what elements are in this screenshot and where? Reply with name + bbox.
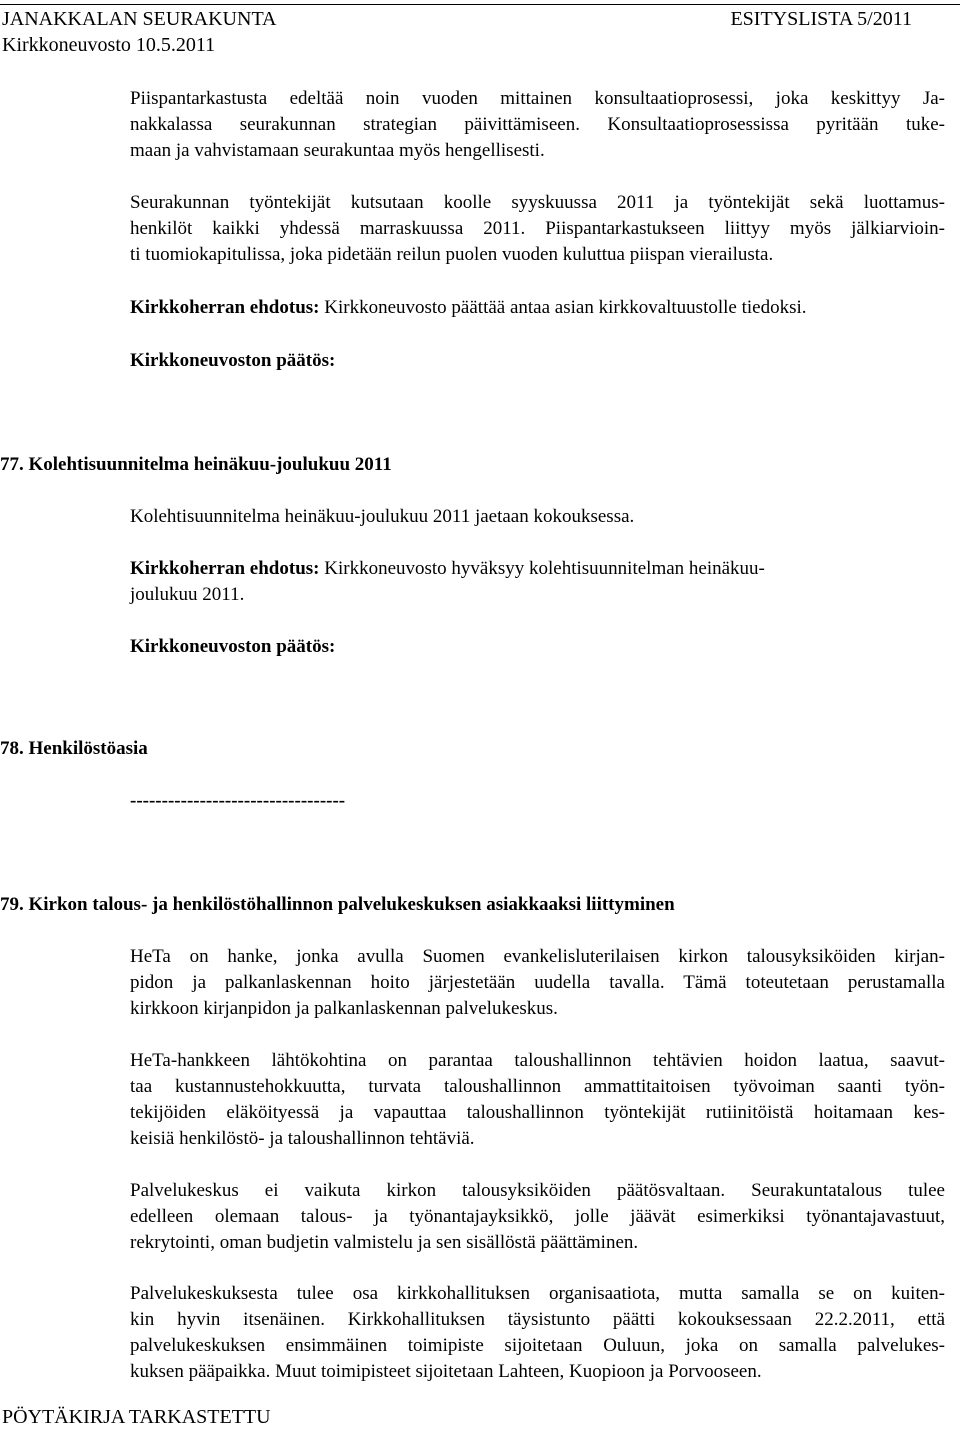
header-document-id: ESITYSLISTA 5/2011 [730,8,912,30]
item79-paragraph-1 [130,944,945,1022]
item77-decision-label: Kirkkoneuvoston päätös: [130,636,336,657]
text-line: nakkalassa seurakunnan strategian päivittämiseen. Konsultaatioprosessissa pyritään tuke- [130,114,945,135]
item79-paragraph-4 [130,1281,945,1385]
text-line: maan ja vahvistamaan seurakuntaa myös hengellisesti. [130,140,545,161]
proposal-text: Kirkkoneuvosto hyväksyy kolehtisuunnitelman heinäkuu- [319,558,765,579]
proposal-label: Kirkkoherran ehdotus: [130,558,320,579]
item79-paragraph-2 [130,1048,945,1152]
text-line: Palvelukeskuksesta tulee osa kirkkohallituksen organisaatiota, mutta samalla se on kuiten- [130,1283,945,1304]
text-line: ti tuomiokapitulissa, joka pidetään reilun puolen vuoden kuluttua piispan vierailusta. [130,244,774,265]
text-line: kin hyvin itsenäinen. Kirkkohallituksen täysistunto päätti kokouksessaan 22.2.2011, että [130,1309,945,1330]
item79-heading: 79. Kirkon talous- ja henkilöstöhallinnon palvelukeskuksen asiakkaaksi liittyminen [0,894,675,915]
text-line: rekrytointi, oman budjetin valmistelu ja sen sisällöstä päättäminen. [130,1232,639,1253]
item77-heading: 77. Kolehtisuunnitelma heinäkuu-joulukuu 2011 [0,454,392,475]
proposal-label: Kirkkoherran ehdotus: [130,297,320,318]
header-meeting-date: Kirkkoneuvosto 10.5.2011 [2,34,216,56]
text-line: kuksen pääpaikka. Muut toimipisteet sijoitetaan Lahteen, Kuopioon ja Porvooseen. [130,1361,762,1382]
item76-decision-label: Kirkkoneuvoston päätös: [130,350,336,371]
text-line: keisiä henkilöstö- ja taloushallinnon tehtäviä. [130,1128,475,1149]
proposal-text: Kirkkoneuvosto päättää antaa asian kirkkovaltuustolle tiedoksi. [319,297,807,318]
text-line: henkilöt kaikki yhdessä marraskuussa 2011. Piispantarkastukseen liittyy myös jälkiarvioin- [130,218,945,239]
text-line: tekijöiden eläköityessä ja vapauttaa taloushallinnon työntekijät rutiinitöistä hoitamaan kes- [130,1102,945,1123]
text-line: Palvelukeskus ei vaikuta kirkon talousyksiköiden päätösvaltaan. Seurakuntatalous tulee [130,1180,945,1201]
text-line: HeTa-hankkeen lähtökohtina on parantaa taloushallinnon tehtävien hoidon laatua, saavut- [130,1050,945,1071]
text-line: pidon ja palkanlaskennan hoito järjestetään uudella tavalla. Tämä toteutetaan perustamalla [130,972,945,993]
item76-paragraph-1 [130,86,945,164]
item78-separator: ---------------------------------- [130,790,346,811]
text-line: Piispantarkastusta edeltää noin vuoden mittainen konsultaatioprosessi, joka keskittyy Ja- [130,88,945,109]
text-line: kirkkoon kirjanpidon ja palkanlaskennan palvelukeskus. [130,998,558,1019]
text-line: Seurakunnan työntekijät kutsutaan koolle syyskuussa 2011 ja työntekijät sekä luottamus- [130,192,945,213]
item79-paragraph-3 [130,1178,945,1256]
footer-review-stamp: PÖYTÄKIRJA TARKASTETTU [2,1406,271,1428]
item76-proposal [130,295,945,321]
text-line: palvelukeskuksen ensimmäinen toimipiste sijoitetaan Ouluun, joka on samalla palvelukes- [130,1335,945,1356]
text-line: edelleen olemaan talous- ja työnantajayksikkö, jolle jäävät esimerkiksi työnantajavastuut, [130,1206,945,1227]
item78-heading: 78. Henkilöstöasia [0,738,148,759]
text-line: HeTa on hanke, jonka avulla Suomen evankelisluterilaisen kirkon talousyksiköiden kirjan- [130,946,945,967]
proposal-text-continued: joulukuu 2011. [130,584,245,605]
item77-paragraph-1: Kolehtisuunnitelma heinäkuu-joulukuu 2011 jaetaan kokouksessa. [130,506,635,527]
item76-paragraph-2 [130,190,945,268]
item77-proposal [130,556,945,608]
header-top-rule [0,4,960,5]
text-line: taa kustannustehokkuutta, turvata taloushallinnon ammattitaitoisen työvoiman saanti työn- [130,1076,945,1097]
header-organization: JANAKKALAN SEURAKUNTA [2,8,277,30]
